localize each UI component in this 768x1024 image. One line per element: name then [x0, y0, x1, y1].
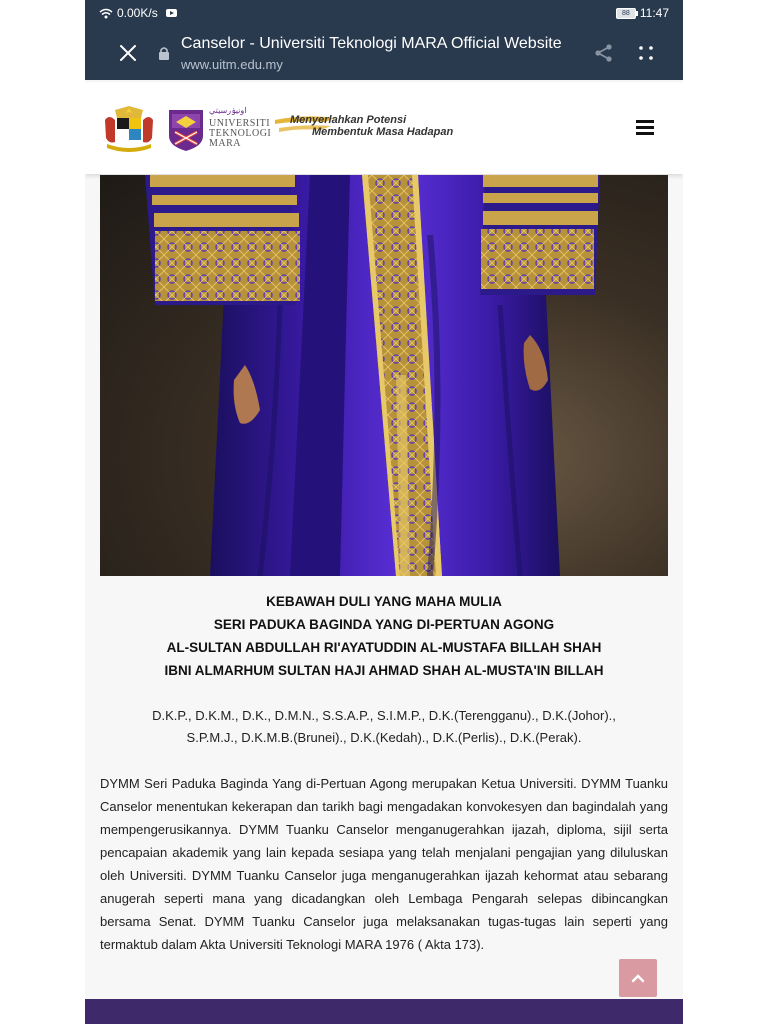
- chancellor-portrait: [100, 175, 668, 576]
- title-line-2: SERI PADUKA BAGINDA YANG DI-PERTUAN AGONG: [213, 617, 555, 632]
- title-line-4: IBNI ALMARHUM SULTAN HAJI AHMAD SHAH AL-MUSTA'IN BILLAH: [164, 663, 604, 678]
- youtube-icon: [166, 9, 177, 17]
- title-line-3: AL-SULTAN ABDULLAH RI'AYATUDDIN AL-MUSTAFA BILLAH SHAH: [166, 640, 602, 655]
- hamburger-menu-icon[interactable]: [636, 120, 654, 136]
- network-speed: 0.00K/s: [117, 6, 158, 20]
- chevron-up-icon: [631, 973, 645, 983]
- status-left: [99, 6, 177, 20]
- browser-url-bar: [85, 26, 683, 80]
- clock: 11:47: [639, 6, 669, 20]
- hamburger-bar: [636, 120, 654, 123]
- honours-line-1: D.K.P., D.K.M., D.K., D.M.N., S.S.A.P., S.I.M.P., D.K.(Terengganu)., D.K.(Johor).,: [152, 708, 616, 723]
- page-domain[interactable]: www.uitm.edu.my: [181, 57, 283, 72]
- hamburger-bar: [636, 126, 654, 129]
- tagline-line-2: Membentuk Masa Hadapan: [312, 126, 454, 138]
- uitm-name: [209, 119, 271, 149]
- portrait-image: [100, 175, 668, 576]
- more-icon[interactable]: [635, 42, 657, 64]
- uitm-name-line-1: UNIVERSITI: [209, 118, 271, 129]
- uitm-name-line-2: TEKNOLOGI: [209, 128, 272, 139]
- status-right: [616, 6, 669, 20]
- battery-icon: 88: [616, 8, 636, 19]
- chancellor-description: DYMM Seri Paduka Baginda Yang di-Pertuan Agong merupakan Ketua Universiti. DYMM Tuanku Canselor menentukan kekerapan dan tarikh bagi mengadakan konvokesyen dan bagindalah yang mempengerusikannya. DYMM Tuanku Canselor menganugerahkan ijazah, diploma, sijil serta pencapaian akademik yang lain kepada sesiapa yang telah menjalani pengajian yang diluluskan oleh Universiti. DYMM Tuanku Canselor juga menganugerahkan ijazah kehormat atau sebarang anugerah seperti mana yang dicadangkan oleh Lembaga Pengarah selepas dibincangkan bersama Senat. DYMM Tuanku Canselor juga melaksanakan tugas-tugas lain seperti yang termaktub dalam Akta Universiti Teknologi MARA 1976 ( Akta 173).: [100, 776, 668, 952]
- chancellor-title: [100, 590, 668, 682]
- page-title[interactable]: Canselor - Universiti Teknologi MARA Official Website: [181, 35, 562, 52]
- uitm-name-line-3: MARA: [209, 138, 242, 149]
- back-to-top-button[interactable]: [619, 959, 657, 997]
- malaysia-crest-logo[interactable]: [101, 104, 157, 154]
- tagline: [290, 114, 453, 138]
- honours-line-2: S.P.M.J., D.K.M.B.(Brunei)., D.K.(Kedah)., D.K.(Perlis)., D.K.(Perak).: [186, 730, 582, 745]
- uitm-logo[interactable]: [167, 106, 205, 152]
- phone-screen: [85, 0, 683, 1024]
- honours-list: [100, 705, 668, 749]
- site-header: [85, 82, 683, 174]
- tagline-line-1: Menyerlahkan Potensi: [290, 114, 407, 126]
- uitm-jawi-text: اونيۏرسيتي: [209, 106, 247, 115]
- share-icon[interactable]: [593, 42, 615, 64]
- footer-bar: [85, 999, 683, 1024]
- status-bar: [85, 0, 683, 26]
- hamburger-bar: [636, 132, 654, 135]
- title-line-1: KEBAWAH DULI YANG MAHA MULIA: [266, 594, 502, 609]
- wifi-icon: [99, 8, 113, 19]
- close-icon[interactable]: [117, 42, 139, 64]
- lock-icon: [158, 46, 170, 60]
